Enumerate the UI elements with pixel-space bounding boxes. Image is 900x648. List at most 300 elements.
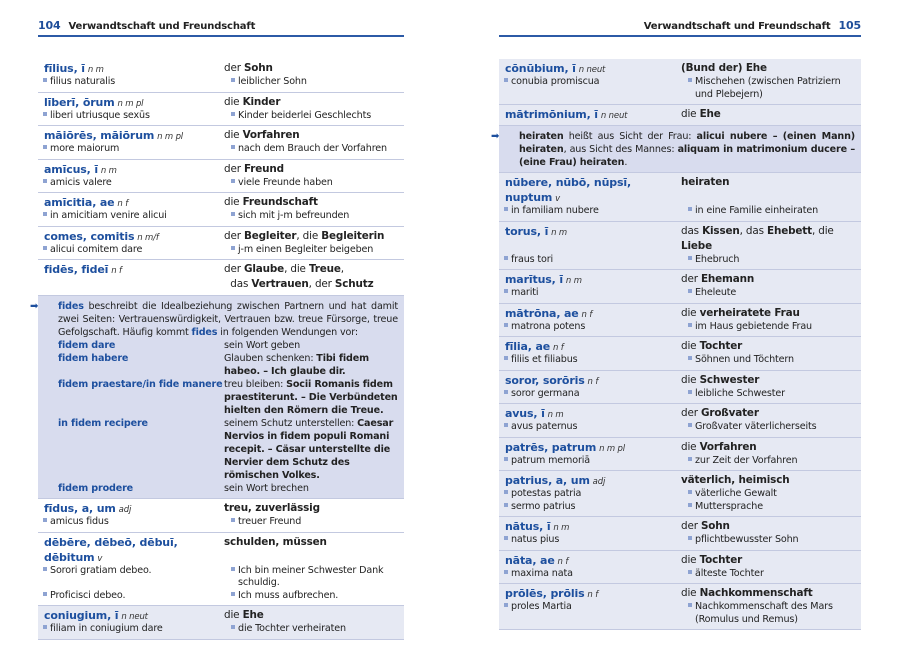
latin-example-text: more maiorum	[50, 143, 120, 154]
latin-headword-cell	[38, 162, 224, 177]
grammar-info: n f	[581, 309, 593, 320]
latin-phrase: fidem habere	[58, 353, 129, 364]
german-translation	[681, 175, 861, 205]
latin-phrase: in fidem recipere	[58, 418, 148, 429]
text: , die	[296, 229, 322, 242]
latin-example-text: mariti	[511, 287, 539, 298]
german-translation	[224, 608, 404, 623]
latin-headword: fidēs, fideī	[44, 263, 109, 276]
latin-example-text: amicus fidus	[50, 516, 109, 527]
phrase-meaning	[224, 482, 398, 495]
example-row	[499, 501, 861, 514]
latin-example	[38, 110, 224, 123]
grammar-info: adj	[118, 505, 132, 515]
latin-example-text: alicui comitem dare	[50, 243, 143, 255]
example-row	[38, 590, 404, 603]
german-example	[681, 501, 861, 514]
bullet-icon	[43, 625, 47, 629]
latin-example	[499, 488, 681, 501]
grammar-info: n m/f	[137, 232, 159, 243]
latin-headword: cōnūbium, ī	[505, 62, 576, 75]
german-example	[224, 210, 404, 223]
german-example-text: Ehebruch	[695, 253, 740, 265]
german-example-text: in eine Familie einheiraten	[695, 205, 819, 216]
bold-text: treu, zuverlässig	[224, 502, 320, 514]
german-example	[681, 601, 861, 626]
phrase-meaning	[224, 417, 398, 482]
latin-headword-cell	[499, 553, 681, 568]
latin-example	[38, 177, 224, 190]
latin-headword: līberī, ōrum	[44, 95, 115, 109]
text: die	[681, 553, 700, 566]
german-example-text: Ich bin meiner Schwester Dank schuldig.	[238, 564, 384, 588]
bullet-icon	[231, 112, 235, 116]
bold-text: Treue	[308, 263, 341, 275]
text: die	[681, 108, 700, 120]
grammar-info: n m	[547, 410, 564, 420]
german-example	[681, 534, 861, 547]
bold-text: Großvater	[700, 407, 759, 419]
latin-headword-cell	[38, 608, 224, 623]
text: der	[224, 263, 244, 275]
vocab-entry	[499, 371, 861, 405]
bullet-icon	[504, 78, 508, 82]
example-row	[38, 623, 404, 636]
german-translation	[681, 440, 861, 455]
vocab-entry	[38, 160, 404, 194]
example-row	[499, 421, 861, 434]
latin-headword: nāta, ae	[505, 553, 555, 567]
grammar-info: n f	[587, 376, 599, 387]
latin-headword-cell	[38, 95, 224, 110]
german-translation	[681, 272, 861, 287]
bullet-icon	[231, 78, 235, 82]
latin-headword-cell	[499, 61, 681, 76]
vocab-list	[30, 59, 404, 640]
phrase-row	[44, 482, 398, 495]
latin-example-text: liberi utriusque sexūs	[50, 109, 150, 121]
german-example-text: viele Freunde haben	[238, 176, 333, 188]
latin-example	[38, 516, 224, 529]
latin-headword: nūbere,	[505, 176, 553, 189]
german-example-text: Ich muss aufbrechen.	[238, 589, 339, 601]
german-example	[224, 177, 404, 190]
example-row	[499, 205, 861, 218]
bold-text: Sohn	[243, 62, 273, 74]
bullet-icon	[504, 390, 508, 394]
bold-text: Kinder	[242, 95, 281, 108]
latin-headword: coniugium, ī	[44, 609, 119, 622]
bold-text: Freundschaft	[242, 196, 318, 208]
bullet-icon	[504, 423, 508, 427]
german-example	[681, 287, 861, 300]
text: , der	[308, 278, 335, 290]
german-example-text: leibliche Schwester	[695, 387, 785, 399]
bold-text: Ehemann	[700, 273, 755, 285]
text: , das	[230, 263, 344, 290]
example-row	[38, 210, 404, 223]
bold-text: Sohn	[700, 520, 730, 532]
latin-phrase: fidem prodere	[58, 483, 134, 494]
bold-text: Freund	[243, 162, 284, 175]
bold-text: Vorfahren	[242, 129, 300, 141]
example-row	[499, 354, 861, 367]
bullet-icon	[688, 423, 692, 427]
german-example-text: j-m einen Begleiter beigeben	[238, 243, 374, 255]
bold-text: Ehe	[242, 609, 264, 621]
chapter-title: Verwandtschaft und Freundschaft	[643, 21, 831, 32]
latin-headword-cell	[499, 586, 681, 601]
latin-example	[499, 455, 681, 468]
grammar-info: n f	[552, 343, 564, 353]
vocab-entry	[38, 59, 404, 93]
text: der	[681, 520, 701, 532]
grammar-info: n m	[87, 65, 104, 75]
vocab-entry	[38, 533, 404, 607]
text: , die	[811, 224, 834, 237]
latin-headword: amīcitia, ae	[44, 196, 115, 209]
text: die	[224, 196, 243, 208]
latin-example-text: in familiam nubere	[511, 205, 599, 216]
grammar-info: n m	[565, 276, 582, 286]
vocab-entry	[499, 337, 861, 371]
latin-example-text: natus pius	[511, 534, 560, 545]
german-translation	[224, 229, 404, 244]
latin-headword-cell	[499, 272, 681, 287]
german-example	[681, 76, 861, 101]
info-note	[491, 126, 861, 173]
latin-headword-cell	[38, 229, 224, 244]
text: , das	[739, 224, 768, 237]
example-row	[38, 244, 404, 257]
bold-text: Tochter	[699, 553, 743, 566]
text: der	[224, 162, 244, 175]
bold-text: aliquam in matrimonium ducere – (eine Frau) heiraten	[519, 144, 855, 168]
latin-example	[499, 568, 681, 581]
german-example-text: Söhnen und Töchtern	[695, 354, 794, 365]
german-translation	[224, 262, 404, 292]
bullet-icon	[504, 536, 508, 540]
bold-text: Glaube	[243, 263, 285, 275]
latin-example-text: conubia promiscua	[511, 76, 600, 87]
german-example	[681, 388, 861, 401]
bullet-icon	[504, 289, 508, 293]
example-row	[38, 177, 404, 190]
bullet-icon	[688, 289, 692, 293]
entry-main-row	[38, 162, 404, 177]
bold-text: Vertrauen	[251, 278, 309, 290]
latin-headword: patrēs, patrum	[505, 440, 597, 454]
entry-main-row	[499, 306, 861, 321]
latin-example	[499, 534, 681, 547]
bullet-icon	[504, 490, 508, 494]
latin-example-text: maxima nata	[511, 567, 573, 579]
phrase-row	[44, 378, 398, 417]
text: seinem Schutz unterstellen:	[224, 418, 358, 429]
bold-text: Vorfahren	[699, 440, 757, 453]
german-example-text: sich mit j-m befreunden	[238, 210, 350, 221]
text: die	[681, 306, 700, 319]
bold-text: Kissen	[702, 224, 740, 237]
text: treu bleiben:	[224, 379, 287, 390]
latin-headword: patrius, a, um	[505, 474, 590, 487]
vocab-entry	[38, 193, 404, 227]
latin-headword-cell	[499, 440, 681, 455]
text: sein Wort geben	[224, 340, 301, 351]
bold-text: Nachkommenschaft	[699, 587, 813, 599]
german-example-text: Mischehen (zwischen Patriziern und Plebejern)	[695, 76, 841, 100]
example-row	[499, 321, 861, 334]
bullet-icon	[688, 490, 692, 494]
german-translation	[681, 339, 861, 354]
entry-main-row	[499, 272, 861, 287]
entry-main-row	[38, 501, 404, 516]
latin-headword: mātrimōnium, ī	[505, 108, 598, 121]
grammar-info: n neut	[578, 65, 606, 75]
german-translation	[681, 224, 861, 254]
entry-main-row	[499, 440, 861, 455]
grammar-info: n neut	[600, 111, 628, 121]
latin-example-text: patrum memoriā	[511, 454, 591, 466]
vocab-entry	[38, 260, 404, 296]
latin-example	[499, 321, 681, 334]
latin-example-text: sermo patrius	[511, 500, 576, 512]
bullet-icon	[43, 145, 47, 149]
text: , aus Sicht des Mannes:	[563, 144, 678, 155]
page-number: 104	[38, 19, 61, 32]
bullet-icon	[43, 592, 47, 596]
entry-main-row	[38, 229, 404, 244]
latin-example	[499, 287, 681, 300]
german-translation	[681, 586, 861, 601]
latin-example	[38, 76, 224, 89]
bullet-icon	[43, 212, 47, 216]
text: der	[681, 407, 701, 419]
example-row	[38, 110, 404, 123]
page-number: 105	[838, 19, 861, 32]
bold-text: Schutz	[334, 278, 374, 290]
bullet-icon	[43, 518, 47, 522]
entry-main-row	[38, 608, 404, 623]
text: die	[681, 440, 700, 453]
latin-example	[38, 590, 224, 603]
text: die	[681, 340, 700, 352]
german-translation	[224, 95, 404, 110]
latin-example	[499, 388, 681, 401]
bullet-icon	[688, 570, 692, 574]
vocab-list	[491, 59, 861, 630]
german-example-text: zur Zeit der Vorfahren	[695, 454, 798, 466]
latin-example-text: matrona potens	[511, 320, 586, 332]
bullet-icon	[231, 518, 235, 522]
latin-example-text: amicis valere	[50, 176, 112, 188]
grammar-info: n f	[557, 556, 569, 567]
latin-headword-cell	[499, 339, 681, 354]
german-example-text: die Tochter verheiraten	[238, 623, 346, 634]
german-translation	[224, 535, 404, 565]
vocab-entry	[499, 584, 861, 630]
latin-example-text: avus paternus	[511, 421, 578, 432]
example-row	[499, 488, 861, 501]
arrow-right-icon: ➡	[491, 131, 500, 142]
bold-text: heiraten	[681, 176, 730, 188]
german-example	[224, 143, 404, 156]
bold-text: verheiratete Frau	[699, 306, 800, 319]
bold-text: Ehebett	[767, 224, 812, 237]
bullet-icon	[688, 457, 692, 461]
bullet-icon	[688, 356, 692, 360]
german-example	[681, 488, 861, 501]
example-row	[499, 287, 861, 300]
german-translation	[224, 162, 404, 177]
vocab-entry	[38, 93, 404, 127]
entry-main-row	[38, 535, 404, 565]
bullet-icon	[43, 246, 47, 250]
grammar-info: n m	[553, 523, 570, 533]
bold-text: heiraten	[519, 131, 564, 142]
german-example-text: Muttersprache	[695, 500, 763, 512]
latin-example	[38, 143, 224, 156]
latin-headword: nātus, ī	[505, 520, 551, 533]
german-example-text: Großvater väterlicherseits	[695, 421, 817, 432]
entry-main-row	[38, 128, 404, 143]
vocab-entry	[499, 173, 861, 222]
german-example-text: Kinder beiderlei Geschlechts	[238, 109, 372, 121]
entry-main-row	[499, 519, 861, 534]
text: der	[224, 229, 244, 242]
vocab-entry	[38, 227, 404, 261]
bold-text: (Bund der) Ehe	[681, 62, 767, 74]
example-row	[499, 568, 861, 581]
bullet-icon	[504, 603, 508, 607]
latin-headword-cell	[499, 473, 681, 488]
german-example	[681, 568, 861, 581]
german-example	[681, 421, 861, 434]
text: die	[681, 373, 700, 386]
latin-headword: comes, comitis	[44, 229, 135, 243]
bold-text: Liebe	[681, 239, 712, 252]
vocab-entry	[499, 551, 861, 585]
grammar-info: n m pl	[157, 132, 184, 142]
latin-example-text: fraus tori	[511, 253, 554, 265]
german-translation	[681, 406, 861, 421]
german-translation	[224, 128, 404, 143]
latin-headword-cell	[38, 61, 224, 76]
example-row	[38, 143, 404, 156]
german-translation	[224, 195, 404, 210]
german-example	[224, 110, 404, 123]
bold-text: schulden, müssen	[224, 535, 327, 548]
entry-main-row	[499, 175, 861, 205]
bullet-icon	[43, 78, 47, 82]
latin-example-text: Proficisci debeo.	[50, 589, 126, 601]
text: die	[681, 587, 700, 599]
vocab-entry	[499, 404, 861, 438]
vocab-entry	[499, 222, 861, 271]
text: .	[624, 157, 628, 168]
example-row	[499, 388, 861, 401]
german-example-text: älteste Tochter	[695, 567, 764, 579]
latin-headword: soror, sorōris	[505, 373, 585, 387]
bold-text: Begleiter	[243, 229, 297, 242]
example-row	[499, 455, 861, 468]
german-example	[681, 321, 861, 334]
vocab-entry	[499, 270, 861, 304]
bullet-icon	[504, 323, 508, 327]
latin-example-text: in amicitiam venire alicui	[50, 210, 167, 221]
grammar-info: adj	[592, 477, 606, 487]
grammar-info: n f	[117, 199, 129, 209]
text: in folgenden Wendungen vor:	[217, 327, 358, 338]
latin-headword: avus, ī	[505, 407, 545, 420]
latin-example	[38, 244, 224, 257]
entry-main-row	[499, 339, 861, 354]
latin-example-text: filiis et filiabus	[511, 354, 578, 365]
bullet-icon	[504, 457, 508, 461]
latin-headword: prōlēs, prōlis	[505, 587, 585, 600]
entry-main-row	[499, 586, 861, 601]
bold-text: Socii Romanis fidem praestiterunt. – Die Verbündeten hielten den Römern die Treue.	[224, 379, 398, 416]
bold-text: väterlich, heimisch	[681, 474, 790, 486]
phrase-meaning	[224, 352, 398, 378]
latin-headword: torus, ī	[505, 224, 549, 238]
latin-headword-cell	[38, 535, 224, 565]
example-row	[38, 76, 404, 89]
latin-headword: mātrōna, ae	[505, 306, 579, 320]
latin-example-text: potestas patria	[511, 488, 582, 499]
vocab-entry	[38, 499, 404, 533]
bullet-icon	[231, 179, 235, 183]
entry-main-row	[499, 406, 861, 421]
latin-example	[499, 601, 681, 626]
bold-text: Tochter	[699, 340, 743, 352]
bullet-icon	[688, 503, 692, 507]
grammar-info: n f	[587, 590, 599, 600]
bullet-icon	[504, 256, 508, 260]
example-row	[38, 516, 404, 529]
vocab-entry	[499, 59, 861, 105]
latin-example	[499, 501, 681, 514]
german-example	[224, 565, 404, 590]
entry-main-row	[499, 373, 861, 388]
german-translation	[681, 61, 861, 76]
vocab-entry	[499, 471, 861, 517]
latin-headword-cell	[38, 262, 224, 292]
highlighted-term: fides	[191, 327, 218, 338]
grammar-info: n neut	[121, 612, 148, 622]
text: die	[224, 129, 243, 141]
german-translation	[224, 501, 404, 516]
grammar-info: v	[555, 194, 560, 204]
latin-headword-cell	[499, 519, 681, 534]
grammar-info: n f	[111, 266, 122, 276]
phrase-meaning	[224, 339, 398, 352]
latin-principal-parts: nūbō, nūpsī, nuptum	[505, 176, 632, 204]
german-translation	[681, 473, 861, 488]
entry-main-row	[499, 224, 861, 254]
entry-main-row	[499, 473, 861, 488]
bullet-icon	[231, 567, 235, 571]
german-example	[224, 590, 404, 603]
latin-headword-cell	[499, 406, 681, 421]
latin-headword-cell	[499, 306, 681, 321]
latin-example	[499, 421, 681, 434]
bullet-icon	[504, 570, 508, 574]
latin-headword: fīlia, ae	[505, 340, 551, 353]
german-example-text: väterliche Gewalt	[695, 488, 777, 499]
german-example-text: leiblicher Sohn	[238, 76, 307, 87]
phrase-row	[44, 339, 398, 352]
